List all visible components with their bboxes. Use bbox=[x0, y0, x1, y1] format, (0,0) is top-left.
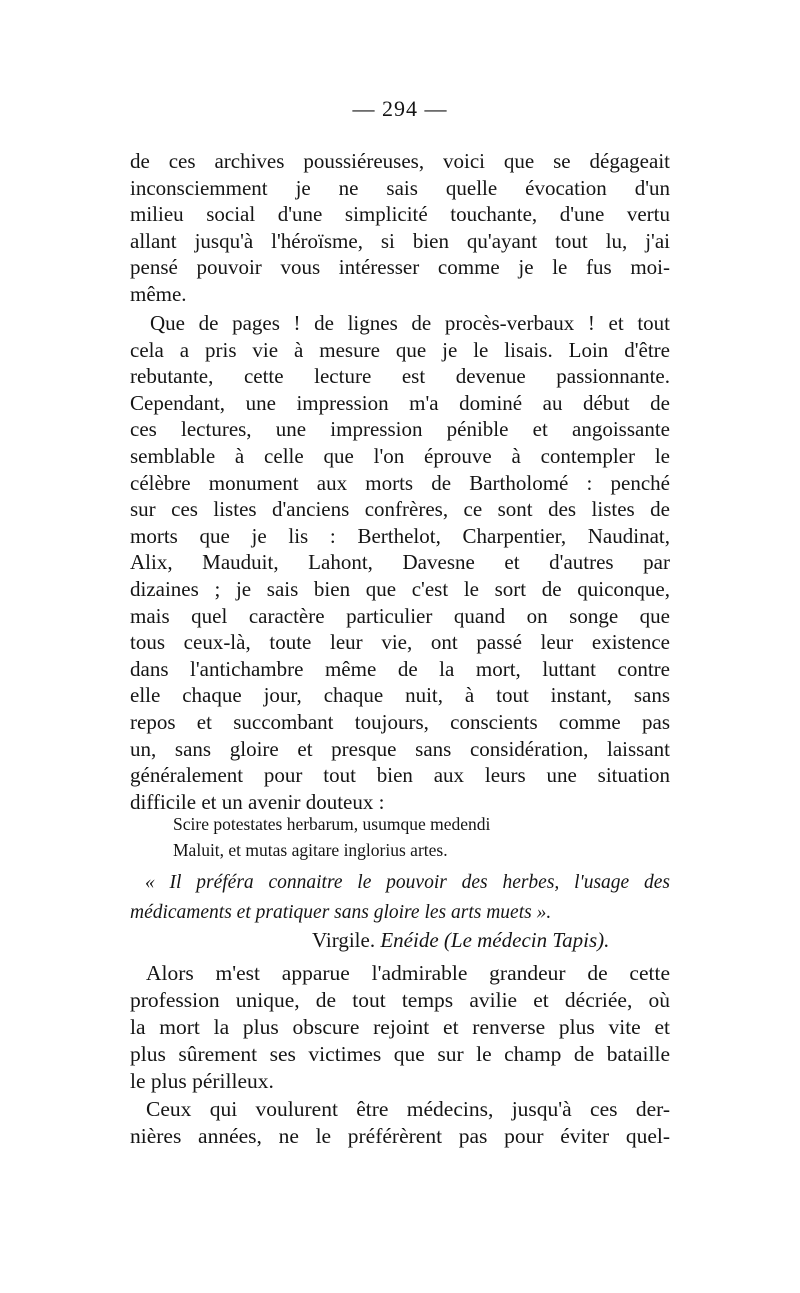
text-line: milieu social d'une simplicité touchante, d'une vertu bbox=[130, 202, 670, 227]
text-line: dans l'antichambre même de la mort, luttant contre bbox=[130, 656, 670, 681]
text-line: sur ces listes d'anciens confrères, ce sont des listes de bbox=[130, 497, 670, 522]
text-line: allant jusqu'à l'héroïsme, si bien qu'ayant tout lu, j'ai bbox=[130, 228, 670, 253]
translation-line: « Il préféra connaitre le pouvoir des herbes, l'usage des bbox=[145, 872, 670, 893]
text-line: nières années, ne le préférèrent pas pour éviter quel- bbox=[130, 1124, 670, 1148]
text-line: semblable à celle que l'on éprouve à contempler le bbox=[130, 443, 670, 468]
citation bbox=[312, 928, 609, 953]
verse-line: Scire potestates herbarum, usumque medendi bbox=[173, 814, 491, 834]
text-line: inconsciemment je ne sais quelle évocation d'un bbox=[130, 175, 670, 200]
text-line: rebutante, cette lecture est devenue passionnante. bbox=[130, 364, 670, 389]
text-line: dizaines ; je sais bien que c'est le sort de quiconque, bbox=[130, 576, 670, 601]
text-line: tous ceux-là, toute leur vie, ont passé leur existence bbox=[130, 630, 670, 655]
paragraph-2 bbox=[130, 310, 670, 815]
text-line: repos et succombant toujours, conscients comme pas bbox=[130, 709, 670, 734]
text-line: cela a pris vie à mesure que je le lisais. Loin d'être bbox=[130, 337, 670, 362]
text-line: la mort la plus obscure rejoint et renverse plus vite et bbox=[130, 1015, 670, 1039]
text-line: même. bbox=[130, 281, 187, 306]
text-line: pensé pouvoir vous intéresser comme je le fus moi- bbox=[130, 255, 670, 280]
paragraph-1 bbox=[130, 148, 670, 308]
citation-author: Virgile. bbox=[312, 928, 376, 952]
text-line: Alors m'est apparue l'admirable grandeur de cette bbox=[146, 961, 670, 985]
text-line: plus sûrement ses victimes que sur le champ de bataille bbox=[130, 1042, 670, 1066]
text-line: célèbre monument aux morts de Bartholomé : penché bbox=[130, 470, 670, 495]
verse-line: Maluit, et mutas agitare inglorius artes. bbox=[173, 840, 448, 860]
latin-verse bbox=[173, 811, 490, 863]
text-line: ces lectures, une impression pénible et angoissante bbox=[130, 417, 670, 442]
text-line: profession unique, de tout temps avilie et décriée, où bbox=[130, 988, 670, 1012]
text-line: de ces archives poussiéreuses, voici que se dégageait bbox=[130, 149, 670, 173]
citation-work: Enéide (Le médecin Tapis). bbox=[380, 928, 610, 952]
text-line: Alix, Mauduit, Lahont, Davesne et d'autres par bbox=[130, 550, 670, 575]
text-line: Ceux qui voulurent être médecins, jusqu'à ces der- bbox=[146, 1097, 670, 1121]
text-line: elle chaque jour, chaque nuit, à tout instant, sans bbox=[130, 683, 670, 708]
text-line: généralement pour tout bien aux leurs une situation bbox=[130, 763, 670, 788]
text-line: Cependant, une impression m'a dominé au début de bbox=[130, 390, 670, 415]
paragraph-3 bbox=[130, 960, 670, 1095]
text-line: mais quel caractère particulier quand on songe que bbox=[130, 603, 670, 628]
translation-line: médicaments et pratiquer sans gloire les arts muets ». bbox=[130, 902, 552, 923]
verse-translation bbox=[130, 868, 670, 928]
text-line: difficile et un avenir douteux : bbox=[130, 789, 385, 814]
text-line: morts que je lis : Berthelot, Charpentier, Naudinat, bbox=[130, 523, 670, 548]
paragraph-4 bbox=[130, 1096, 670, 1150]
page-number: — 294 — bbox=[352, 96, 448, 121]
text-line: un, sans gloire et presque sans considération, laissant bbox=[130, 736, 670, 761]
text-line: Que de pages ! de lignes de procès-verbaux ! et tout bbox=[150, 311, 670, 335]
text-line: le plus périlleux. bbox=[130, 1069, 274, 1093]
